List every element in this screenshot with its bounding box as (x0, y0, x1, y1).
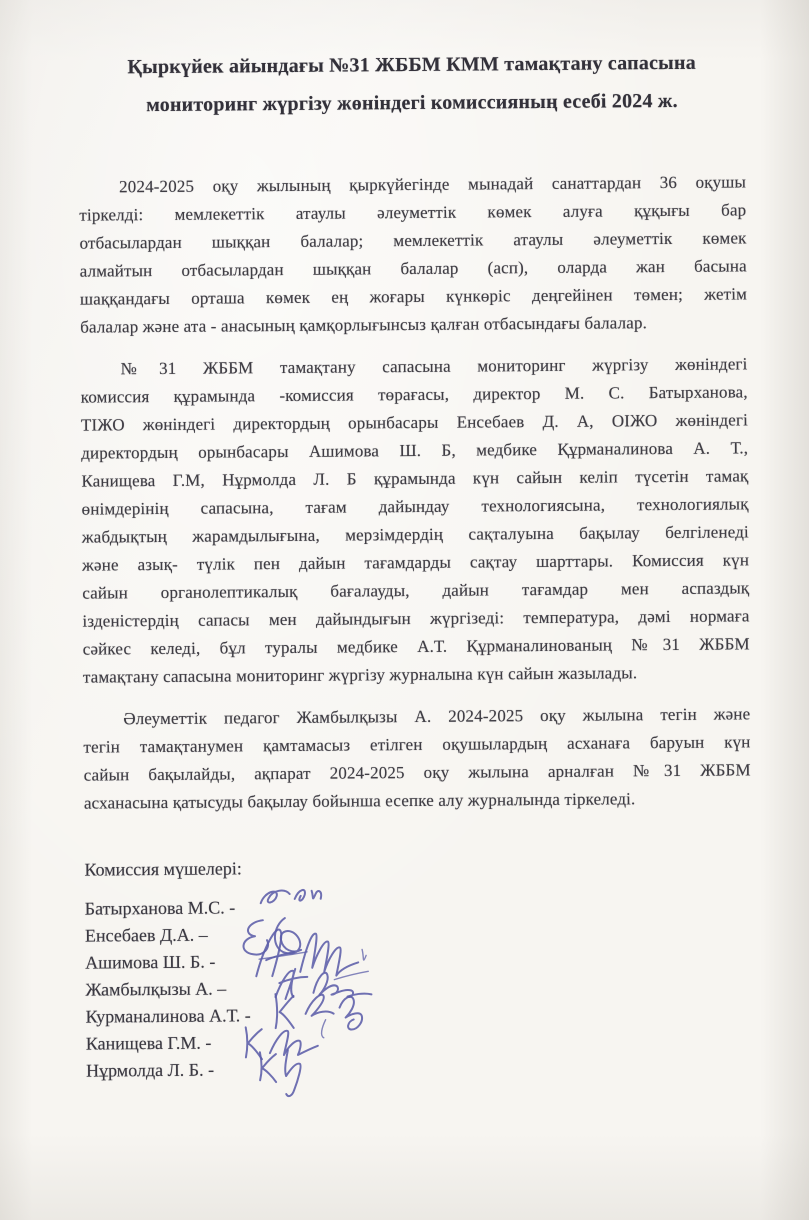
body-line: асханасына қатысуды бақылау бойынша есепке алу журналында тіркеледі. (83, 789, 636, 813)
body-line: №31 ЖББМ тамақтану сапасына мониторинг жүргізу жөніндегі (120, 354, 748, 379)
body-line: жабдықтың жарамдылығына, мерзімдердің сақталуына бақылау белгіленеді (81, 522, 749, 547)
body-line: сәйкес келеді, бұл туралы медбике А.Т. Құрманалинованың №31 ЖББМ (82, 634, 750, 659)
body-line: 2024-2025 оқу жылының қыркүйегінде мынадай санаттардан 36 оқушы (119, 172, 747, 197)
member-name: Ашимова Ш. Б. - (85, 951, 216, 973)
body-line: тіркелді: мемлекеттік атаулы әлеуметтік көмек алуға құқығы бар (79, 200, 747, 225)
committee-members (85, 890, 753, 1084)
report-title (78, 43, 746, 124)
body-line: алмайтын отбасылардан шыққан балалар (асп), оларда жан басына (79, 256, 747, 281)
member-name: Нұрмолда Л. Б. - (85, 1059, 215, 1081)
report-title-line-1: Қыркүйек айындағы №31 ЖББМ КММ тамақтану сапасына (127, 51, 696, 79)
paragraph-1 (79, 168, 747, 341)
body-line: және азық- түлік пен дайын тағамдарды сақтау шарттары. Комиссия күн (81, 550, 750, 575)
body-line: ізденістердің сапасы мен дайындығын жүргізеді: температура, дәмі нормаға (82, 606, 750, 631)
body-line: сайын органолептикалық бағалауды, дайын тағамдар мен аспаздық (82, 578, 750, 603)
member-name: Енсебаев Д.А. – (84, 924, 208, 946)
body-line: ТІЖО жөніндегі директордың орынбасары Енсебаев Д. А, ОІЖО жөніндегі (80, 410, 749, 435)
member-name: Батырханова М.С. - (84, 897, 236, 919)
body-line: өнімдерінің сапасына, тағам дайындау технологиясына, технологиялық (81, 494, 749, 519)
batyrkhanova-signature (255, 882, 339, 915)
body-line: шаққандағы орташа көмек ең жоғары күнкөріс деңгейінен төмен; жетім (79, 284, 748, 309)
committee-heading: Комиссия мүшелері: (84, 858, 242, 880)
report-title-line-2: мониторинг жүргізу жөніндегі комиссияның есебі 2024 ж. (146, 89, 678, 117)
member-name: Курманалинова А.Т. - (85, 1005, 251, 1027)
body-line: балалар және ата - анасының қамқорлығынсыз қалған отбасындағы балалар. (80, 313, 648, 337)
body-line: директордың орынбасары Ашимова Ш. Б, медбике Құрманалинова А. Т., (81, 438, 749, 463)
body-line: Әлеуметтік педагог Жамбылқызы А. 2024-2025 оқу жылына тегін және (123, 704, 751, 729)
paragraph-3 (83, 700, 751, 817)
member-row (86, 1052, 753, 1084)
member-name: Жамбылқызы А. – (85, 978, 227, 1000)
body-line: тамақтану сапасына мониторинг жүргізу журналына күн сайын жазылады. (82, 663, 638, 687)
member-name: Канищева Г.М. - (85, 1032, 212, 1054)
body-line: Канищева Г.М, Нұрмолда Л. Б құрамында күн сайын келіп түсетін тамақ (81, 466, 749, 491)
body-line: сайын бақылайды, ақпарат 2024-2025 оқу жылына арналған №31 ЖББМ (83, 760, 751, 785)
body-line: отбасылардан шыққан балалар; мемлекеттік атаулы әлеуметтік көмек (79, 228, 747, 253)
document-content (78, 43, 753, 1084)
body-line: тегін тамақтанумен қамтамасыз етілген оқушылардың асханаға баруын күн (83, 732, 751, 757)
body-line: комиссия құрамында -комиссия төрағасы, директор М. С. Батырханова, (80, 382, 748, 407)
paragraph-2 (80, 350, 750, 691)
